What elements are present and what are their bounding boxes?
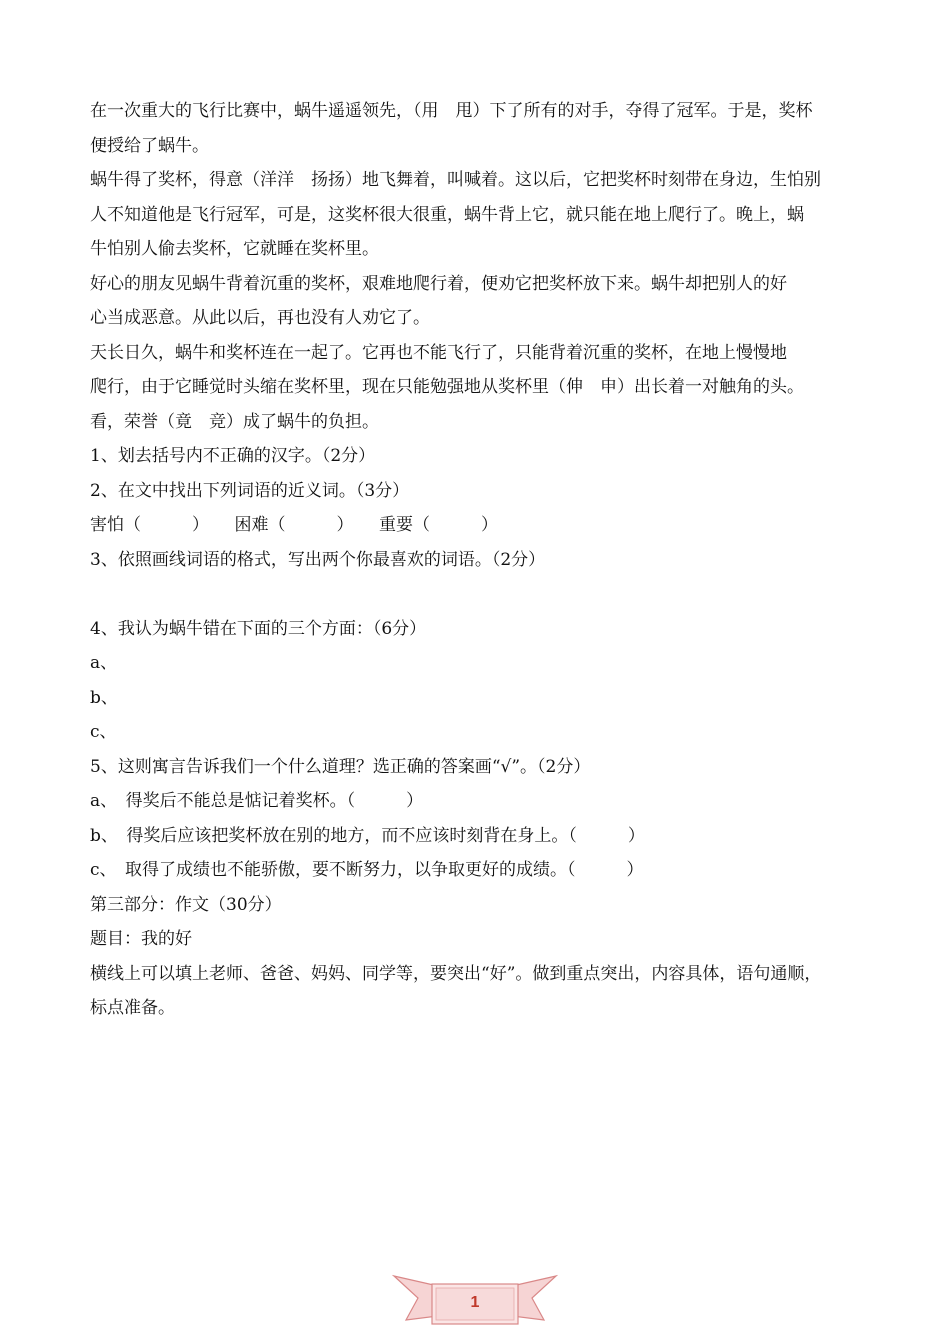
- passage-line-8: 天长日久，蜗牛和奖杯连在一起了。它再也不能飞行了，只能背着沉重的奖杯，在地上慢慢地: [90, 342, 787, 363]
- composition-section: [90, 888, 865, 1026]
- passage-line-10: 看，荣誉（竟 竞）成了蜗牛的负担。: [90, 411, 379, 432]
- question-4-option-a: a、: [90, 653, 118, 673]
- question-3: 3、依照画线词语的格式，写出两个你最喜欢的词语。（2分）: [90, 549, 546, 570]
- passage-line-9: 爬行，由于它睡觉时头缩在奖杯里，现在只能勉强地从奖杯里（伸 申）出长着一对触角的头。: [90, 377, 804, 397]
- composition-title: 题目：我的好: [90, 929, 192, 949]
- passage-line-7: 心当成恶意。从此以后，再也没有人劝它了。: [90, 308, 430, 328]
- questions: [90, 439, 865, 888]
- page-footer: [392, 1272, 558, 1330]
- question-4: 4、我认为蜗牛错在下面的三个方面：（6分）: [90, 618, 427, 639]
- composition-instructions-2: 标点准备。: [90, 998, 175, 1018]
- passage-line-4: 人不知道他是飞行冠军，可是，这奖杯很大很重，蜗牛背上它，就只能在地上爬行了。晚上，蜗: [90, 204, 804, 225]
- passage-line-1: 在一次重大的飞行比赛中，蜗牛遥遥领先，（用 甩）下了所有的对手，夺得了冠军。于是，奖杯: [90, 101, 813, 121]
- question-5-option-c: c、 取得了成绩也不能骄傲，要不断努力，以争取更好的成绩。（ ）: [90, 860, 644, 880]
- composition-instructions-1: 横线上可以填上老师、爸爸、妈妈、同学等，要突出“好”。做到重点突出，内容具体，语句通顺，: [90, 963, 822, 984]
- passage-line-2: 便授给了蜗牛。: [90, 135, 209, 156]
- question-5-option-b: b、 得奖后应该把奖杯放在别的地方，而不应该时刻背在身上。（ ）: [90, 825, 645, 846]
- passage: [90, 94, 865, 439]
- question-4-option-b: b、: [90, 687, 118, 708]
- answer-space: [90, 577, 865, 612]
- page-number: 1: [470, 1294, 480, 1311]
- document-body: [90, 94, 865, 1026]
- question-5: 5、这则寓言告诉我们一个什么道理？选正确的答案画“√”。（2分）: [90, 756, 591, 777]
- question-2-words: 害怕（ ） 困难（ ） 重要（ ）: [90, 515, 498, 535]
- question-2: 2、在文中找出下列词语的近义词。（3分）: [90, 480, 410, 501]
- question-4-option-c: c、: [90, 722, 117, 742]
- passage-line-5: 牛怕别人偷去奖杯，它就睡在奖杯里。: [90, 239, 379, 259]
- question-1: 1、划去括号内不正确的汉字。（2分）: [90, 446, 376, 466]
- passage-line-3: 蜗牛得了奖杯，得意（洋洋 扬扬）地飞舞着，叫喊着。这以后，它把奖杯时刻带在身边，生怕别: [90, 170, 821, 190]
- composition-heading: 第三部分：作文（30分）: [90, 894, 282, 915]
- question-5-option-a: a、 得奖后不能总是惦记着奖杯。（ ）: [90, 791, 424, 811]
- passage-line-6: 好心的朋友见蜗牛背着沉重的奖杯，艰难地爬行着，便劝它把奖杯放下来。蜗牛却把别人的好: [90, 273, 787, 294]
